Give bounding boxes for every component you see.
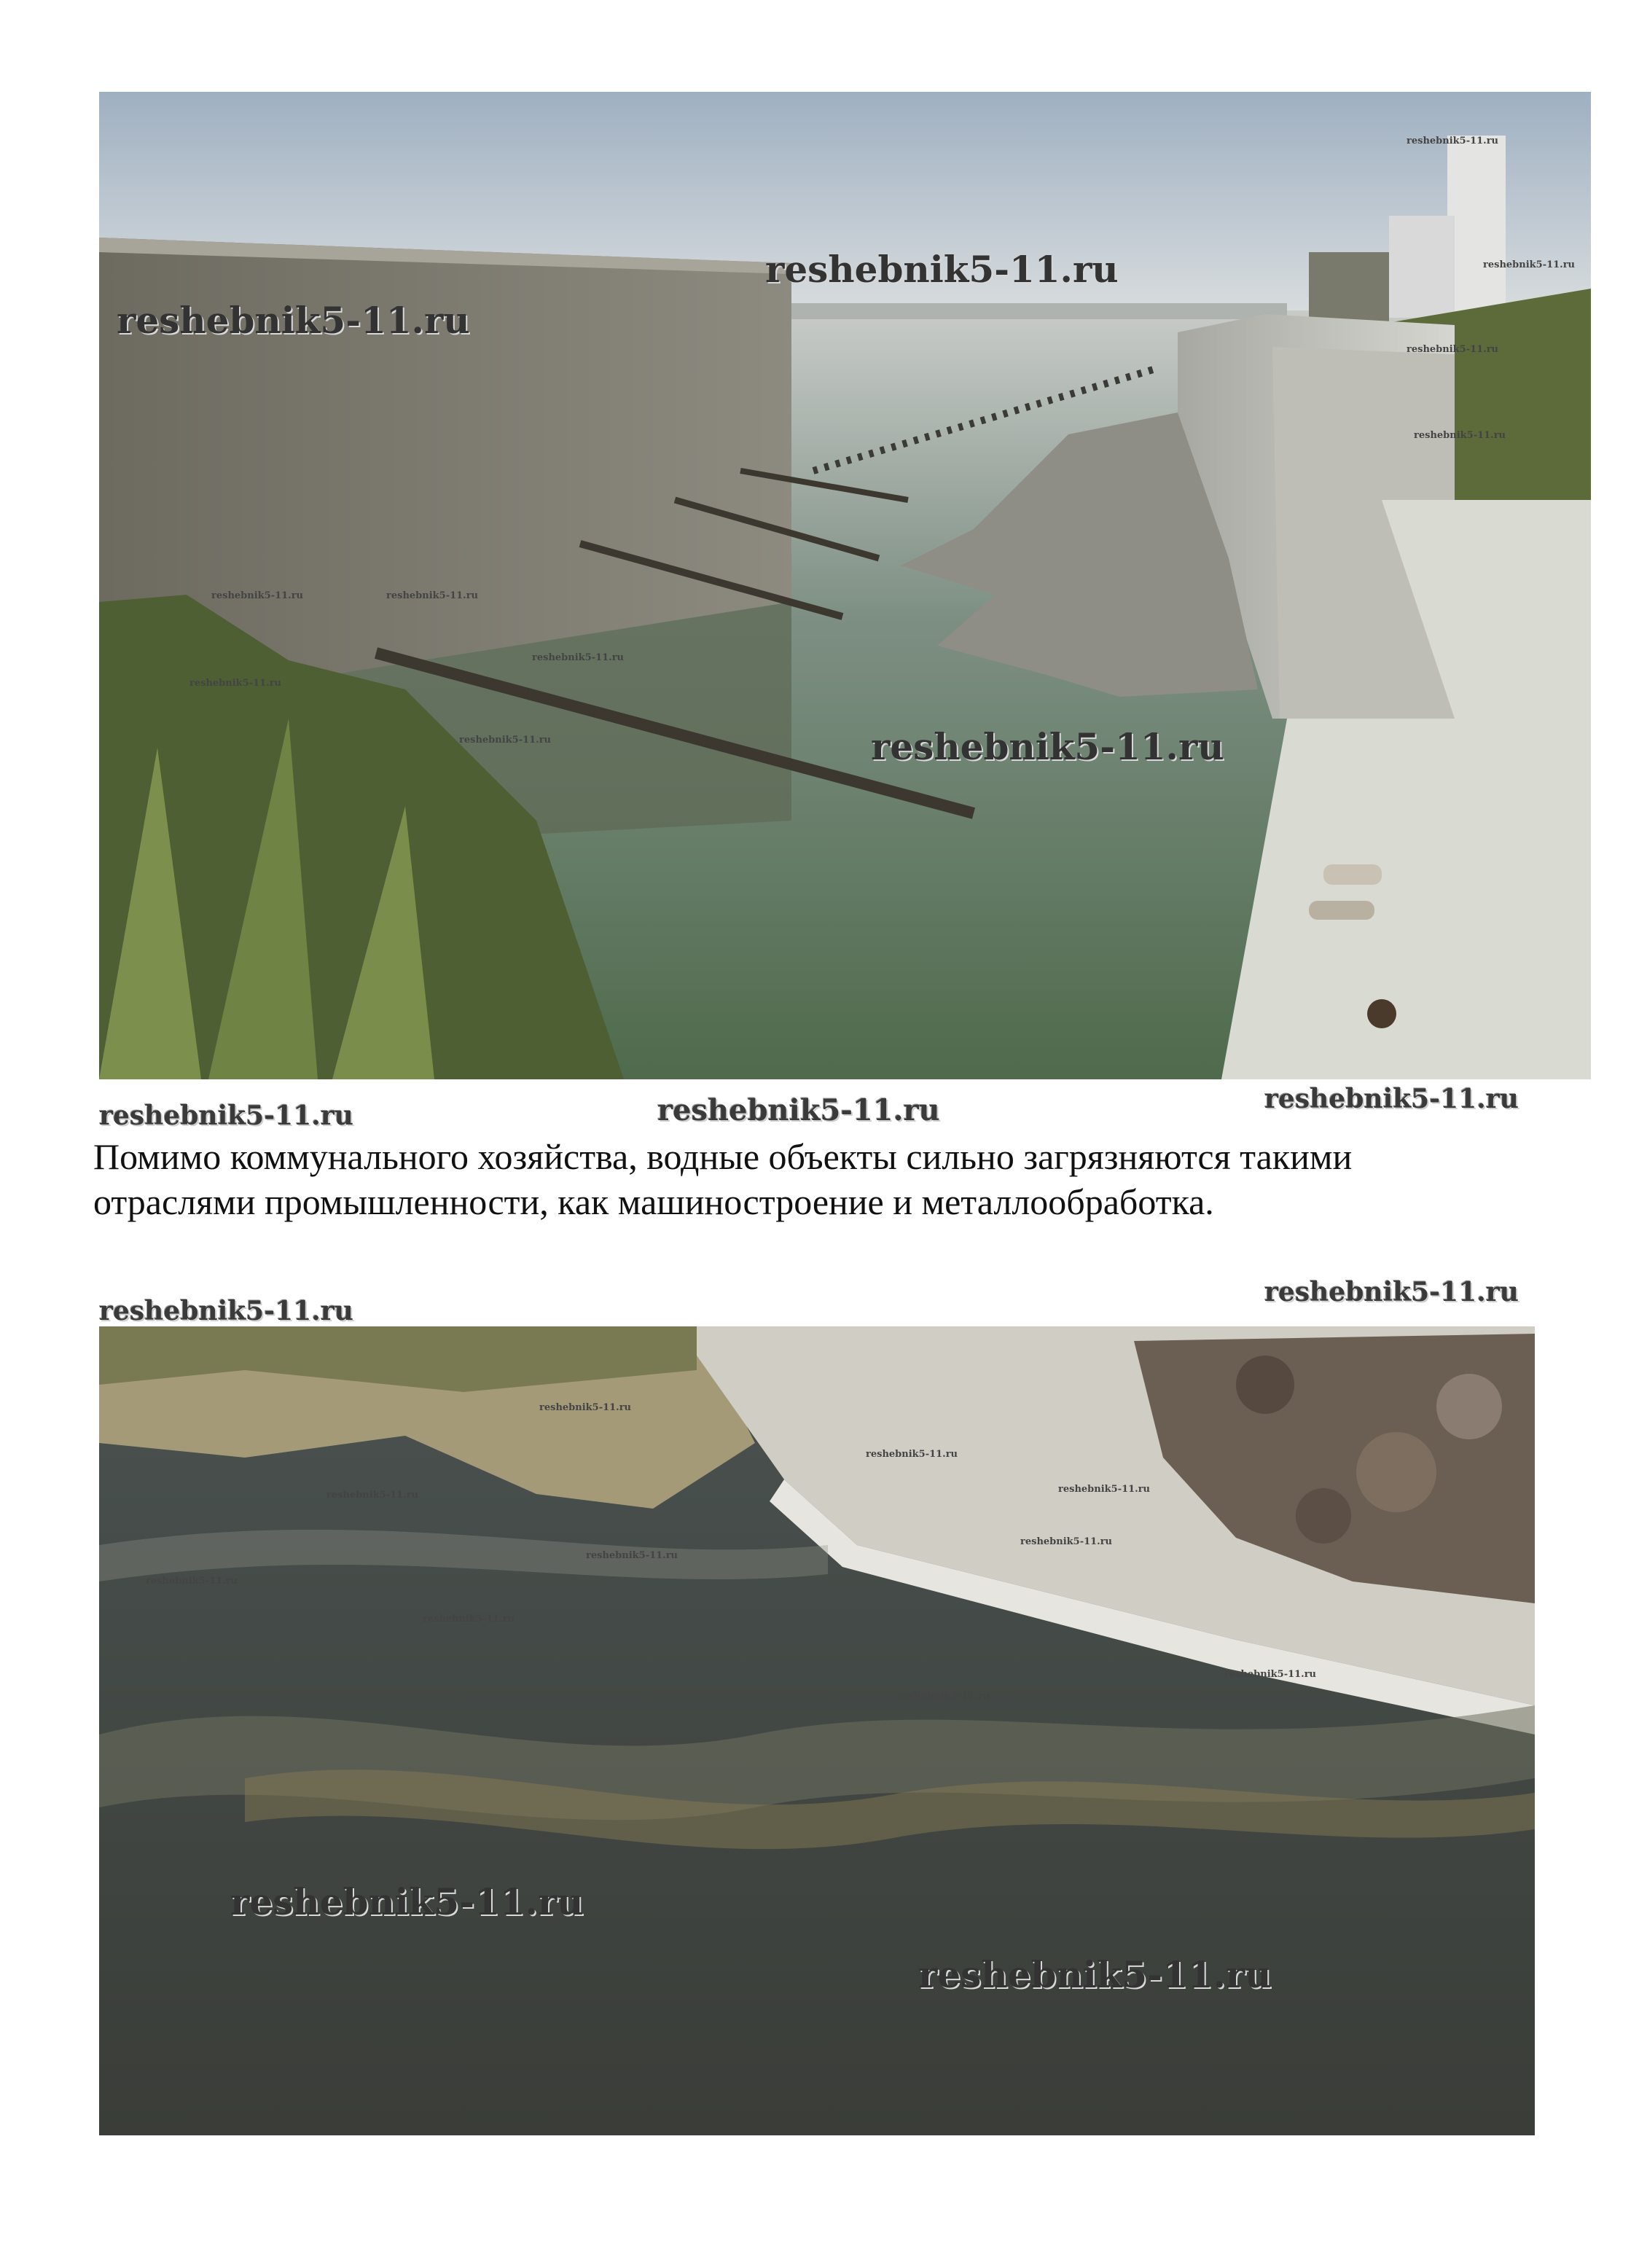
watermark: reshebnik5-11.ru: [423, 1614, 515, 1624]
watermark: reshebnik5-11.ru: [211, 590, 304, 601]
watermark: reshebnik5-11.ru: [99, 1296, 353, 1326]
watermark: reshebnik5-11.ru: [866, 1449, 958, 1460]
watermark: reshebnik5-11.ru: [657, 1093, 940, 1127]
photo-oil-slick-scrap-metal: [99, 1326, 1535, 2135]
watermark: reshebnik5-11.ru: [230, 1880, 584, 1923]
embankment-photo-drawing: [99, 92, 1591, 1079]
watermark: reshebnik5-11.ru: [1058, 1484, 1151, 1495]
body-paragraph: Помимо коммунального хозяйства, водные объекты сильно загрязняются такими отраслями промышленности, как машиностроение и металлообработка.: [93, 1136, 1353, 1222]
watermark: reshebnik5-11.ru: [99, 1100, 353, 1131]
watermark: reshebnik5-11.ru: [189, 678, 282, 689]
watermark: reshebnik5-11.ru: [586, 1550, 678, 1561]
watermark: reshebnik5-11.ru: [539, 1402, 632, 1413]
watermark: reshebnik5-11.ru: [1264, 1084, 1519, 1114]
watermark: reshebnik5-11.ru: [1414, 430, 1506, 441]
watermark: reshebnik5-11.ru: [765, 248, 1119, 291]
watermark: reshebnik5-11.ru: [532, 652, 625, 663]
watermark: reshebnik5-11.ru: [386, 590, 479, 601]
watermark: reshebnik5-11.ru: [117, 299, 470, 342]
watermark: reshebnik5-11.ru: [459, 735, 552, 746]
watermark: reshebnik5-11.ru: [898, 1691, 990, 1702]
watermark: reshebnik5-11.ru: [918, 1953, 1272, 1996]
watermark: reshebnik5-11.ru: [1224, 1669, 1317, 1680]
watermark: reshebnik5-11.ru: [326, 1490, 419, 1501]
watermark: reshebnik5-11.ru: [1407, 344, 1499, 355]
photo-embankment-polluted-water: [99, 92, 1591, 1079]
watermark: reshebnik5-11.ru: [1407, 136, 1499, 146]
oil-slick-photo-drawing: [99, 1326, 1535, 2135]
watermark: reshebnik5-11.ru: [1264, 1277, 1519, 1307]
watermark: reshebnik5-11.ru: [1483, 259, 1576, 270]
watermark: reshebnik5-11.ru: [1020, 1536, 1113, 1547]
watermark: reshebnik5-11.ru: [871, 725, 1224, 768]
watermark: reshebnik5-11.ru: [146, 1576, 238, 1587]
